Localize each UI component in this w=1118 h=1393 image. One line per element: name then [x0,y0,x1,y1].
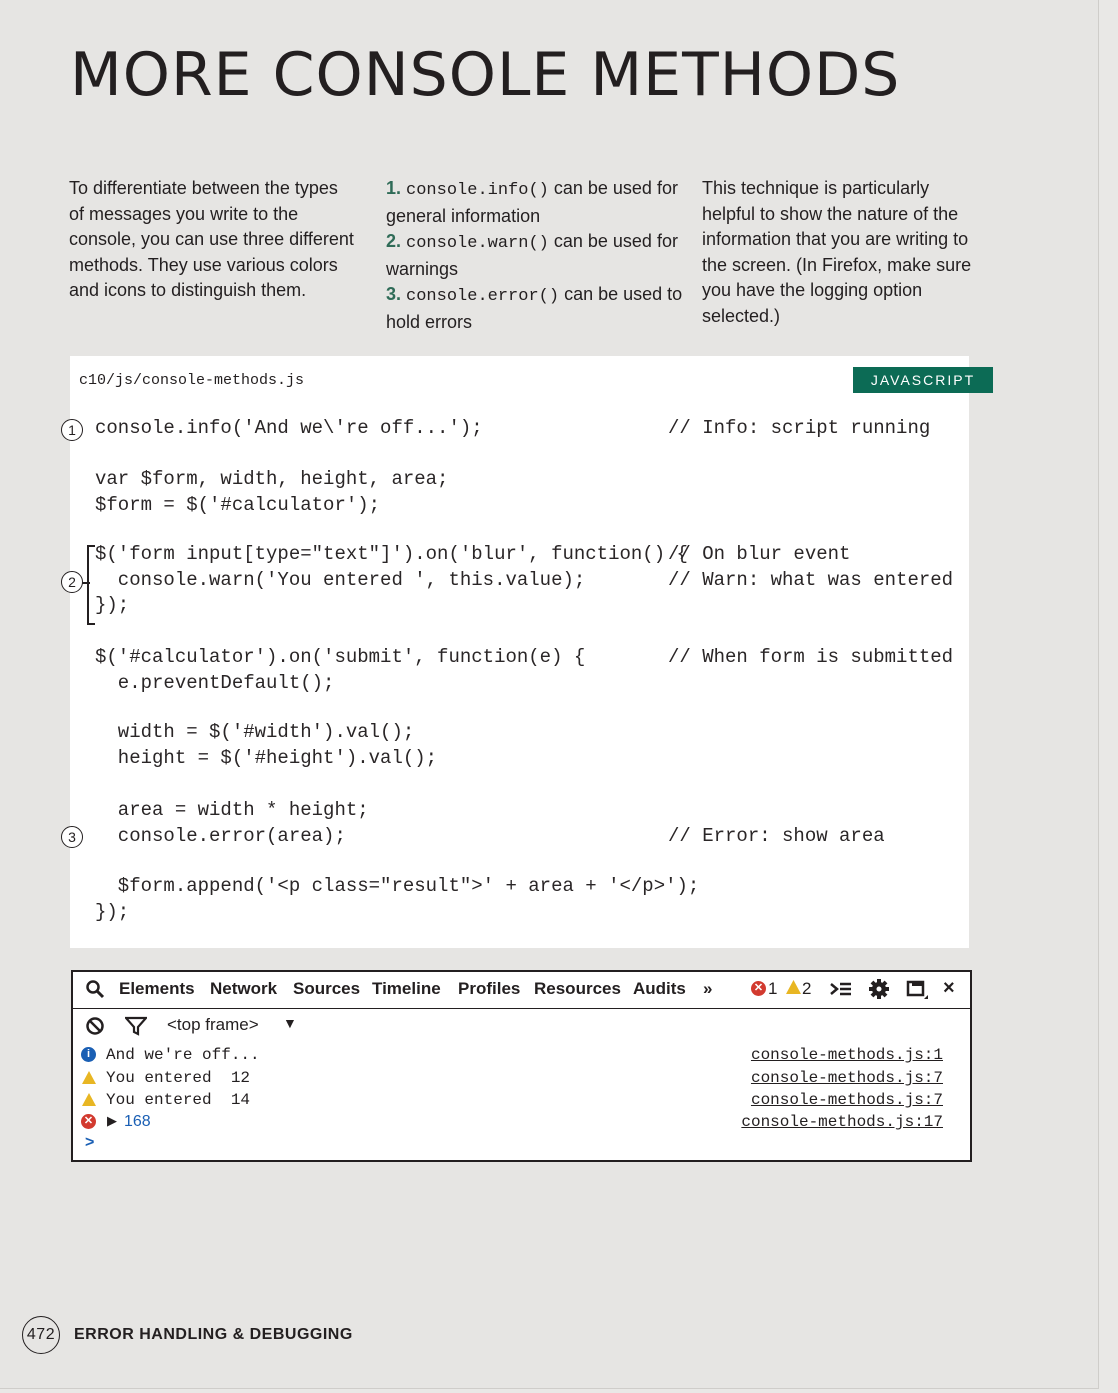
log-message: You entered 14 [106,1091,251,1109]
chevron-down-icon[interactable]: ▼ [283,1015,297,1031]
code-block-vars: var $form, width, height, area; $form = $('#calculator'); [95,468,449,516]
callout-bracket [87,545,95,625]
console-drawer-icon[interactable] [829,979,853,1004]
devtools-toolbar [73,972,970,1009]
method-item-warn [386,229,686,282]
error-icon[interactable]: ✕ [751,981,766,996]
chapter-title: ERROR HANDLING & DEBUGGING [74,1326,353,1343]
method-code: console.error() [406,287,560,306]
devtools-filter-bar [73,1010,970,1042]
code-listing [68,356,976,948]
intro-text: This technique is particularly helpful to show the nature of the information that you are writing to the screen. (In Firefox, make sure you have the logging option selected.) [702,178,972,326]
expand-triangle-icon[interactable]: ▶ [107,1113,117,1128]
close-icon[interactable]: × [943,977,955,999]
item-number: 2. [386,231,402,251]
clear-console-icon[interactable] [85,1016,105,1041]
warning-icon [81,1092,97,1112]
frame-selector[interactable]: <top frame> [167,1015,259,1034]
gear-icon[interactable] [868,978,890,1005]
intro-text: To differentiate between the types of messages you write to the console, you can use three different methods. They use various colors and icons to distinguish them. [69,178,354,300]
log-row-warning [81,1067,961,1089]
console-prompt[interactable] [81,1134,961,1156]
code-comment: // Error: show area [668,825,885,847]
page-number: 472 [22,1316,60,1354]
code-block-submit: $('#calculator').on('submit', function(e) { e.preventDefault(); [95,646,586,694]
info-icon: i [81,1047,96,1062]
log-source-link[interactable]: console-methods.js:7 [750,1069,943,1087]
code-filename: c10/js/console-methods.js [79,372,305,389]
callout-marker-2: 2 [61,571,83,593]
code-block-area: area = width * height; console.error(area); [117,799,369,847]
tab-sources[interactable]: Sources [293,979,361,998]
item-number: 3. [386,284,402,304]
error-icon: ✕ [81,1114,96,1129]
log-message: You entered 12 [106,1069,251,1087]
filter-icon[interactable] [125,1016,147,1041]
method-code: console.info() [406,181,549,200]
log-source-link[interactable]: console-methods.js:17 [741,1113,943,1131]
code-comment: // When form is submitted [668,646,954,668]
code-block-values: width = $('#width').val(); height = $('#height').val(); [117,721,438,769]
tab-audits[interactable]: Audits [633,979,686,998]
method-item-info [386,176,686,229]
callout-marker-3: 3 [61,826,83,848]
warning-icon[interactable] [785,979,802,1000]
language-badge: JAVASCRIPT [853,367,993,393]
more-tabs-button[interactable]: » [703,979,713,998]
warning-count[interactable]: 2 [802,979,812,998]
log-row-warning [81,1089,961,1111]
code-block-blur: $('form input[type="text"]').on('blur', function() { console.warn('You entered ', this.value); }); [95,543,688,616]
method-description: can be used for general information [386,178,678,226]
item-number: 1. [386,178,402,198]
log-row-info [81,1044,961,1066]
intro-column-3 [702,176,982,329]
tab-profiles[interactable]: Profiles [458,979,521,998]
log-source-link[interactable]: console-methods.js:1 [750,1046,943,1064]
method-item-error [386,282,686,335]
code-comment: // Info: script running [668,417,931,439]
page-title: MORE CONSOLE METHODS [70,40,901,110]
code-block-info: console.info('And we\'re off...'); [95,417,483,439]
log-source-link[interactable]: console-methods.js:7 [750,1091,943,1109]
callout-marker-1: 1 [61,419,83,441]
search-icon[interactable] [85,979,105,1004]
method-description: can be used to hold errors [386,284,683,332]
intro-column-2 [386,176,686,335]
code-comment: // On blur event // Warn: what was entered [668,543,954,591]
tab-timeline[interactable]: Timeline [372,979,441,998]
dock-icon[interactable] [906,979,930,1006]
error-count[interactable]: 1 [768,979,778,998]
method-code: console.warn() [406,234,549,253]
tab-resources[interactable]: Resources [534,979,621,998]
log-row-error [81,1111,961,1133]
log-message: And we're off... [106,1046,260,1064]
method-description: can be used for warnings [386,231,678,279]
prompt-chevron: > [85,1134,95,1151]
tab-network[interactable]: Network [210,979,278,998]
code-block-append: $form.append('<p class="result">' + area + '</p>'); }); [95,875,700,923]
devtools-console-screenshot [71,970,972,1162]
log-message: 168 [124,1113,151,1130]
callout-bracket-tick [82,582,90,584]
intro-column-1 [69,176,354,304]
warning-icon [81,1070,97,1090]
tab-elements[interactable]: Elements [119,979,195,998]
